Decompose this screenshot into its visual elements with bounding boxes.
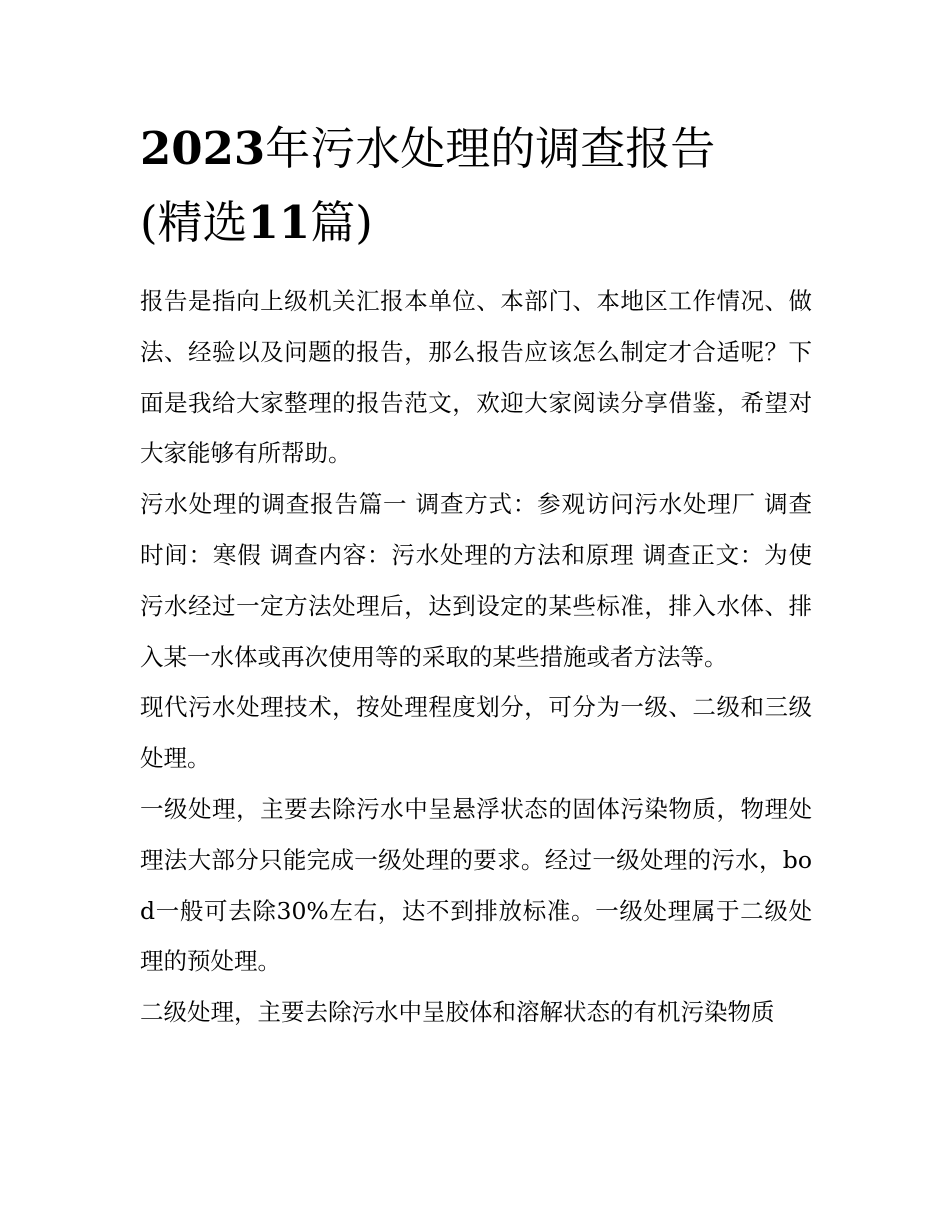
document-title	[140, 112, 812, 260]
paragraph-survey: 污水处理的调查报告篇一 调查方式：参观访问污水处理厂 调查时间：寒假 调查内容：污水处理的方法和原理 调查正文：为使污水经过一定方法处理后，达到设定的某些标准，排入水体、排入某一水体或再次使用等的采取的某些措施或者方法等。	[140, 490, 812, 671]
title-count: 11	[247, 196, 311, 249]
paragraph-modern-tech: 现代污水处理技术，按处理程度划分，可分为一级、二级和三级处理。	[140, 693, 812, 773]
paragraph-secondary-treatment: 二级处理，主要去除污水中呈胶体和溶解状态的有机污染物质	[140, 998, 775, 1027]
title-paren-open: (精选	[140, 196, 248, 249]
title-paren-close: 篇)	[310, 196, 373, 249]
paragraph-primary-treatment: 一级处理，主要去除污水中呈悬浮状态的固体污染物质，物理处理法大部分只能完成一级处理的要求。经过一级处理的污水，bod一般可去除30%左右，达不到排放标准。一级处理属于二级处理的预处理。	[140, 794, 812, 976]
title-main-text: 年污水处理的调查报告	[265, 122, 716, 175]
paragraph-intro: 报告是指向上级机关汇报本单位、本部门、本地区工作情况、做法、经验以及问题的报告，那么报告应该怎么制定才合适呢？下面是我给大家整理的报告范文，欢迎大家阅读分享借鉴，希望对大家能够有所帮助。	[140, 287, 812, 468]
title-year: 2023	[140, 122, 266, 175]
document-content	[140, 112, 812, 1038]
